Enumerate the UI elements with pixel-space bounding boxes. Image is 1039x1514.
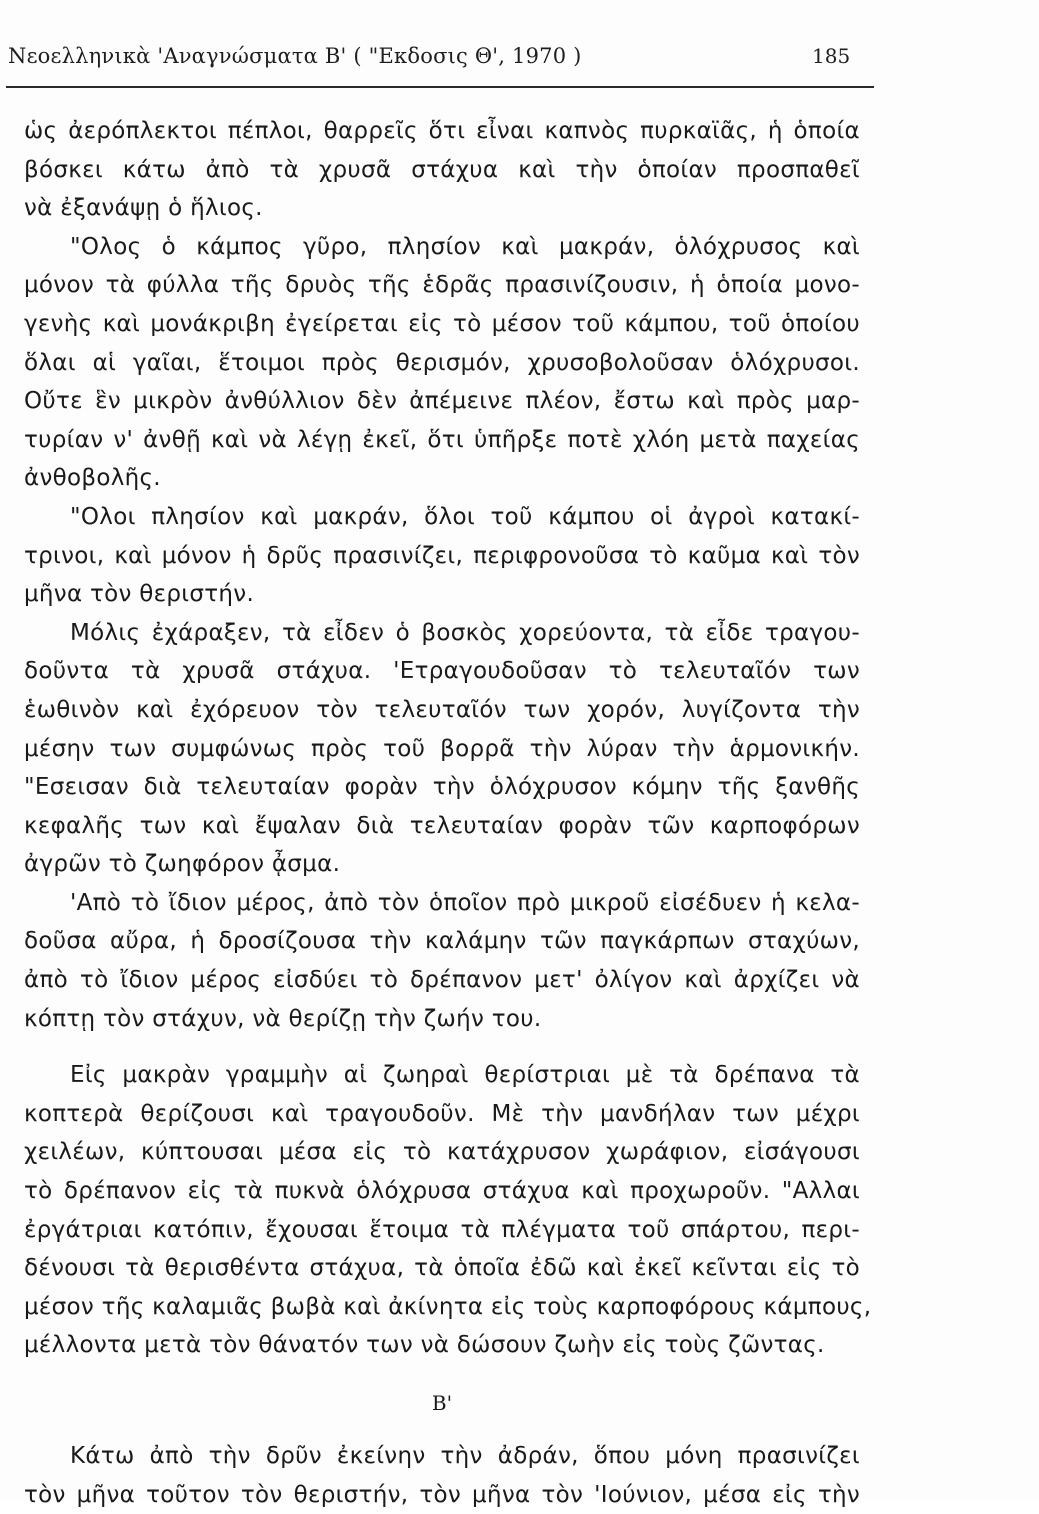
text-line: χειλέων, κύπτουσαι μέσα εἰς τὸ κατάχρυσον χωράφιον, εἰσάγουσι (24, 1139, 860, 1166)
text-line: μέσον τῆς καλαμιᾶς βωβὰ καὶ ἀκίνητα εἰς τοὺς καρποφόρους κάμπους, (24, 1293, 872, 1320)
section-mark-text: Β' (431, 1391, 453, 1415)
text-line: ὡς ἀερόπλεκτοι πέπλοι, θαρρεῖς ὅτι εἶναι καπνὸς πυρκαϊᾶς, ἡ ὁποία (24, 118, 860, 144)
paragraph-gap (24, 1038, 860, 1056)
text-line: ἐργάτριαι κατόπιν, ἔχουσαι ἕτοιμα τὰ πλέγματα τοῦ σπάρτου, περι- (24, 1216, 860, 1243)
text-line: ἑωθινὸν καὶ ἐχόρευον τὸν τελευταῖόν των χορόν, λυγίζοντα τὴν (24, 696, 860, 723)
body-text (24, 112, 872, 1514)
text-line: Μόλις ἐχάραξεν, τὰ εἶδεν ὁ βοσκὸς χορεύοντα, τὰ εἶδε τραγου- (70, 619, 860, 646)
text-line: "Εσεισαν διὰ τελευταίαν φορὰν τὴν ὁλόχρυσον κόμην τῆς ξανθῆς (24, 774, 860, 801)
text-line: μόνον τὰ φύλλα τῆς δρυὸς τῆς ἑδρᾶς πρασινίζουσιν, ἡ ὁποία μονο- (24, 272, 860, 299)
text-line: μῆνα τὸν θεριστήν. (24, 581, 255, 608)
text-line: "Ολος ὁ κάμπος γῦρο, πλησίον καὶ μακράν, ὁλόχρυσος καὶ (70, 233, 860, 260)
text-line: δένουσι τὰ θερισθέντα στάχυα, τὰ ὁποῖα ἐδῶ καὶ ἐκεῖ κεῖνται εἰς τὸ (24, 1255, 860, 1282)
text-line: Οὔτε ἓν μικρὸν ἀνθύλλιον δὲν ἀπέμεινε πλέον, ἔστω καὶ πρὸς μαρ- (24, 388, 860, 415)
text-line: τὸ δρέπανον εἰς τὰ πυκνὰ ὁλόχρυσα στάχυα καὶ προχωροῦν. "Αλλαι (24, 1178, 860, 1205)
text-line: δοῦσα αὔρα, ἡ δροσίζουσα τὴν καλάμην τῶν παγκάρπων σταχύων, (24, 928, 860, 955)
text-line: Κάτω ἀπὸ τὴν δρῦν ἐκείνην τὴν ἀδράν, ὅπου μόνη πρασινίζει (70, 1443, 860, 1469)
text-line: τυρίαν ν' ἀνθῇ καὶ νὰ λέγῃ ἐκεῖ, ὅτι ὑπῆρξε ποτὲ χλόη μετὰ παχείας (24, 426, 860, 453)
running-title: Νεοελληνικὰ 'Αναγνώσματα Β' ( "Εκδοσις Θ', 1970 ) (8, 44, 582, 68)
text-line: 'Απὸ τὸ ἴδιον μέρος, ἀπὸ τὸν ὁποῖον πρὸ μικροῦ εἰσέδυεν ἡ κελα- (70, 889, 860, 916)
text-line: τρινοι, καὶ μόνον ἡ δρῦς πρασινίζει, περιφρονοῦσα τὸ καῦμα καὶ τὸν (24, 542, 860, 569)
text-line: δοῦντα τὰ χρυσᾶ στάχυα. 'Ετραγουδοῦσαν τὸ τελευταῖόν των (24, 658, 860, 685)
section-heading (24, 1377, 860, 1429)
text-line: γενὴς καὶ μονάκριβη ἐγείρεται εἰς τὸ μέσον τοῦ κάμπου, τοῦ ὁποίου (24, 310, 860, 337)
text-line: ἀνθοβολῆς. (24, 465, 161, 492)
text-line: κεφαλῆς των καὶ ἔψαλαν διὰ τελευταίαν φορὰν τῶν καρποφόρων (24, 812, 860, 839)
text-line: μέλλοντα μετὰ τὸν θάνατόν των νὰ δώσουν ζωὴν εἰς τοὺς ζῶντας. (24, 1332, 825, 1359)
page-number: 185 (812, 44, 851, 68)
text-line: κοπτερὰ θερίζουσι καὶ τραγουδοῦν. Μὲ τὴν μανδήλαν των μέχρι (24, 1100, 860, 1127)
text-line: ὅλαι αἱ γαῖαι, ἕτοιμοι πρὸς θερισμόν, χρυσοβολοῦσαν ὁλόχρυσοι. (24, 349, 860, 376)
header-rule (6, 86, 874, 88)
text-line: "Ολοι πλησίον καὶ μακράν, ὅλοι τοῦ κάμπου οἱ ἀγροὶ κατακί- (70, 503, 860, 530)
text-line: νὰ ἐξανάψῃ ὁ ἥλιος. (24, 195, 263, 222)
text-line: μέσην των συμφώνως πρὸς τοῦ βορρᾶ τὴν λύραν τὴν ἁρμονικήν. (24, 735, 860, 762)
text-line: βόσκει κάτω ἀπὸ τὰ χρυσᾶ στάχυα καὶ τὴν ὁποίαν προσπαθεῖ (24, 156, 860, 183)
text-line: ἀπὸ τὸ ἴδιον μέρος εἰσδύει τὸ δρέπανον μετ' ὀλίγον καὶ ἀρχίζει νὰ (24, 967, 860, 994)
text-line: τὸν μῆνα τοῦτον τὸν θεριστήν, τὸν μῆνα τὸν 'Ιούνιον, μέσα εἰς τὴν (24, 1481, 860, 1508)
text-line: κόπτῃ τὸν στάχυν, νὰ θερίζῃ τὴν ζωήν του. (24, 1005, 542, 1032)
text-line: Εἰς μακρὰν γραμμὴν αἱ ζωηραὶ θερίστριαι μὲ τὰ δρέπανα τὰ (70, 1062, 860, 1089)
text-line: ἀγρῶν τὸ ζωηφόρον ᾆσμα. (24, 851, 341, 878)
